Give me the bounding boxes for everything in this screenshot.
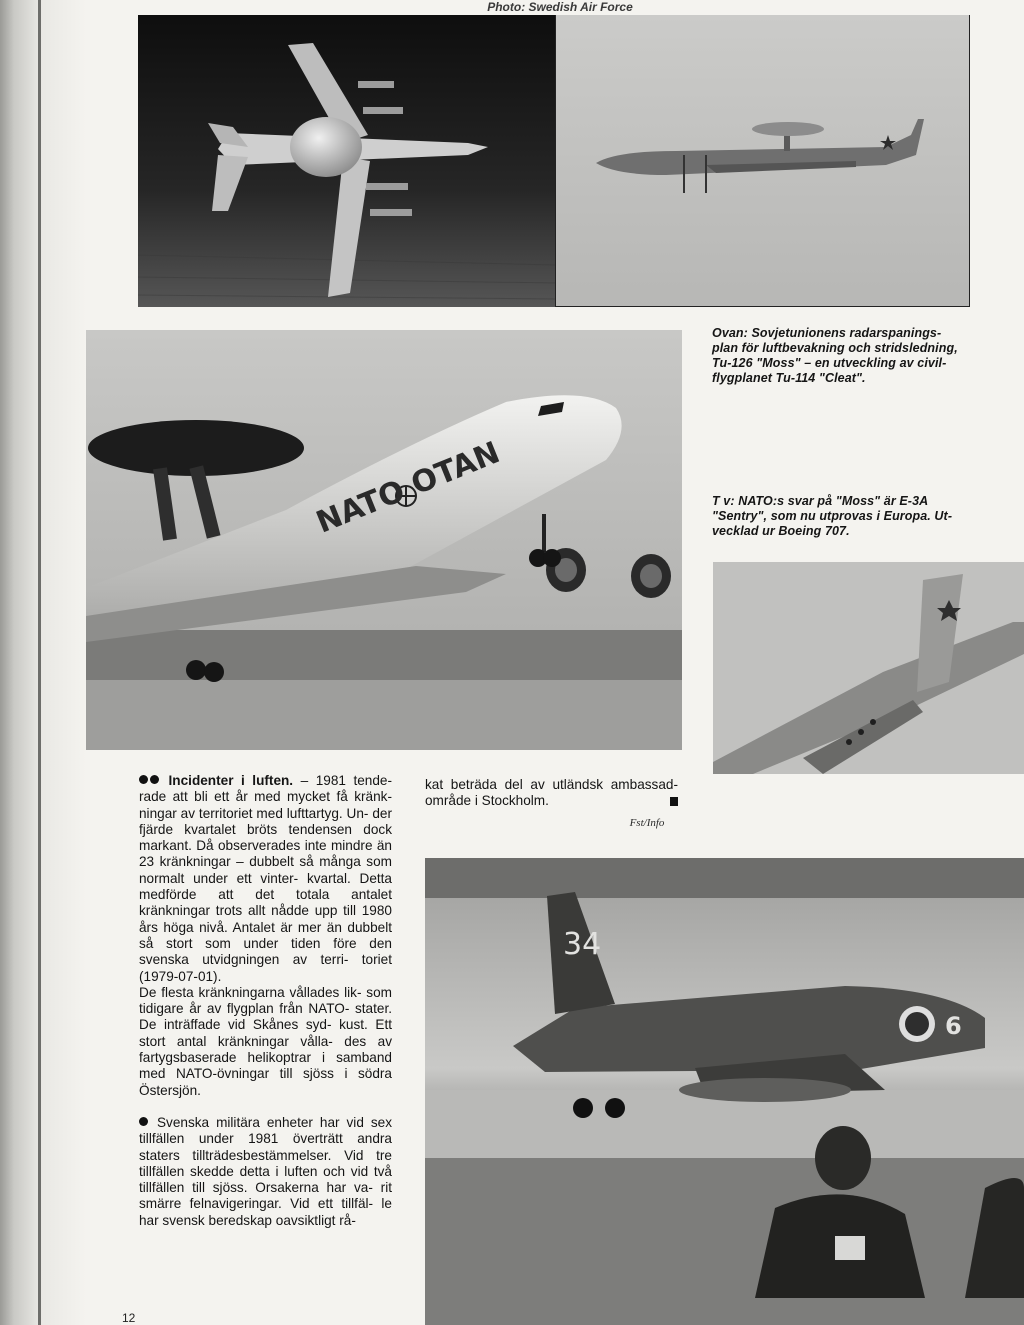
paragraph-continuation <box>425 777 678 810</box>
bullet-dot <box>150 775 159 784</box>
top-photo-frame <box>555 15 970 307</box>
incidents-text-1: – 1981 tende- rade att bli ett år med mycket få kränk- ningar av territoriet med lufttartyg. Un- der fjärde kvartalet bröts tendensen dock markant. Då observerades inte mindre än 23 kränkningar – dubbelt så många som normalt under ett vinter- kvartal. Detta medförde att det totala antalet kränkningar trots allt nådde upp till 1980 års höga nivå. Antalet är mer än dubbelt så stort som under tiden före den svenska utvidgningen av terri- toriet (1979-07-01). <box>139 773 393 984</box>
photo-e3a-sentry <box>86 330 682 750</box>
incidents-text-2: De flesta kränkningarna vållades lik- som tidigare år av flygplan från NATO- stater. De inträffade vid Skånes syd- kust. Ett stort antal kränkningar vålla- des av fartygsbaserade helikoptrar i samband med NATO-övningar till sjöss i södra Östersjön. <box>139 984 392 1098</box>
units-text: Svenska militära enheter har vid sex tillfällen under 1981 överträtt andra staters tillträdesbestämmelser. Vid tre tillfällen skedde detta i luften och vid två tillfällen till sjöss. Orsakerna har va- rit smärre felnavigeringar. Vid ett tillfäl- le har svensk beredskap oavsiktligt rå- <box>139 1114 392 1228</box>
photo-soviet-fighter <box>713 562 1024 774</box>
page-number: 12 <box>122 1311 136 1325</box>
bullet-dot <box>139 1117 148 1126</box>
article-column-left <box>139 773 392 1229</box>
paragraph-incidents-1 <box>139 773 392 985</box>
photo-tu126-underside <box>138 15 556 307</box>
incidents-heading: Incidenter i luften. <box>168 773 294 788</box>
binding-line <box>38 0 41 1325</box>
paragraph-incidents-2 <box>139 985 392 1099</box>
caption-soviet-moss: Ovan: Sovjetunionens radarspanings- plan för luftbevakning och stridsledning, Tu-126 "Moss" – en utveckling av civil- flygplanet Tu-114 "Cleat". <box>712 326 958 385</box>
viggen-nose-number: 6 <box>945 1012 962 1040</box>
end-mark <box>670 797 678 806</box>
bullet-dot <box>139 775 148 784</box>
continuation-text: kat beträda del av utländsk ambassad- område i Stockholm. <box>425 777 678 809</box>
photo-credit: Photo: Swedish Air Force <box>487 0 633 14</box>
caption-nato-sentry: T v: NATO:s svar på "Moss" är E-3A "Sentry", som nu utprovas i Europa. Ut- vecklad ur Boeing 707. <box>712 494 953 538</box>
fuselage-marking-nato: NATO OTAN <box>311 435 505 541</box>
photo-viggen-crew <box>425 858 1024 1325</box>
viggen-tail-number: 34 <box>563 927 602 962</box>
paragraph-units <box>139 1115 392 1229</box>
article-source: Fst/Info <box>629 817 665 829</box>
page-gutter-shadow <box>0 0 86 1325</box>
article-column-right <box>425 777 678 810</box>
